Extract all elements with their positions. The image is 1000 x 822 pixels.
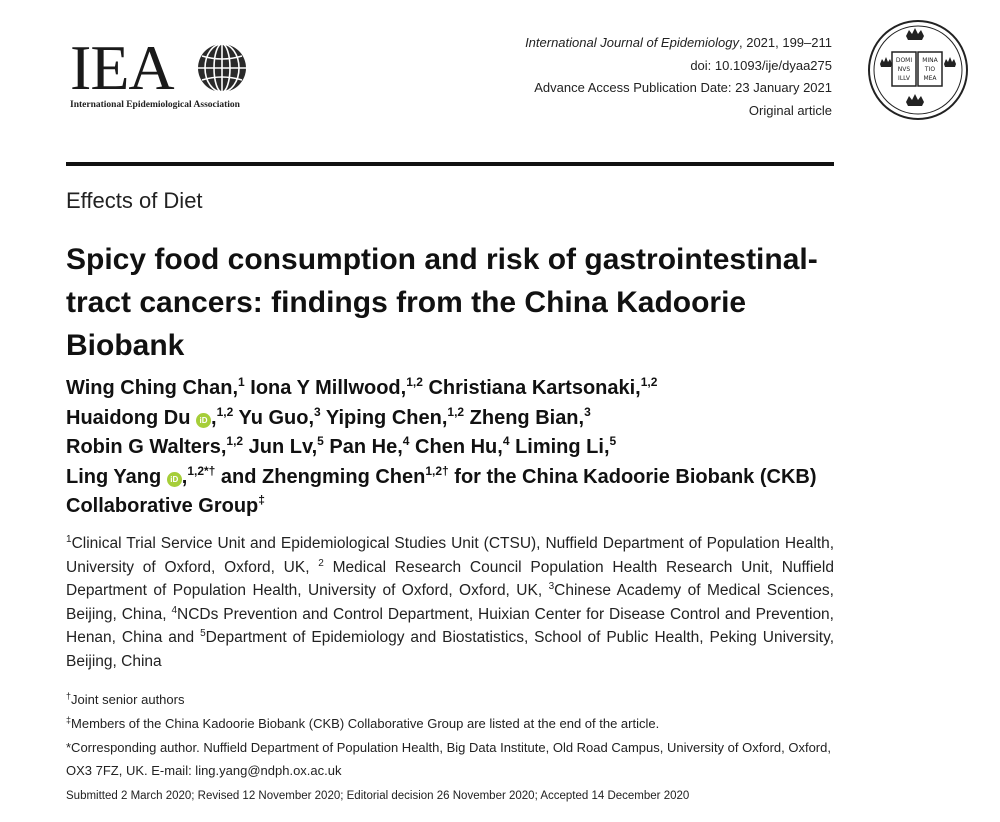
author[interactable]: Robin G Walters, [66, 436, 227, 458]
seal-text-left-1: DOMI [895, 57, 913, 64]
article-category: Effects of Diet [66, 188, 203, 213]
author-sup: 5 [317, 434, 324, 448]
journal-name: International Journal of Epidemiology [525, 35, 739, 50]
author[interactable]: Zheng Bian, [469, 406, 585, 429]
logo-letters: IEA [70, 32, 174, 103]
submission-dates: Submitted 2 March 2020; Revised 12 November 2020; Editorial decision 26 November 2020; Accepted 14 December 2020 [66, 790, 690, 802]
author[interactable]: Wing Ching Chan, [66, 377, 239, 399]
author[interactable]: Chen Hu, [415, 436, 503, 458]
seal-text-right-1: MINA [922, 57, 938, 64]
author[interactable]: Iona Y Millwood, [250, 377, 407, 399]
affil-sup: 2 [318, 557, 324, 569]
author-sup: 4 [502, 434, 510, 448]
author[interactable]: Pan He, [329, 436, 403, 458]
affil-sup: 5 [200, 628, 206, 639]
author[interactable]: Christiana Kartsonaki, [428, 377, 641, 399]
corresponding-author-note: *Corresponding author. Nuffield Department of Population Health, Big Data Institute, Old Road Campus, University of Oxford, Oxford, OX3 7FZ, UK. E-mail: ling.yang@ndph.ox.ac.uk [66, 740, 831, 778]
affiliation: Chinese Academy of Medical Sciences, Beijing, China, [66, 582, 834, 623]
globe-icon [196, 42, 248, 94]
author[interactable]: Liming Li, [515, 436, 610, 458]
author[interactable]: Yiping Chen, [325, 406, 448, 429]
author-sup: 1,2† [425, 463, 449, 478]
author-sup: 1,2 [406, 375, 423, 389]
affiliation: Medical Research Council Population Health Research Unit, Nuffield Department of Population Health, University of Oxford, Oxford, UK, [66, 558, 834, 599]
seal-text-left-2: NVS [897, 66, 911, 73]
affil-sup: 1 [66, 534, 72, 545]
joint-authors-note [66, 688, 834, 711]
affiliation: NCDs Prevention and Control Department, Huixian Center for Disease Control and Prevention, Henan, China and [66, 605, 834, 646]
author-sup: 1,2*† [187, 463, 216, 478]
author[interactable]: Jun Lv, [248, 436, 318, 458]
members-note [66, 712, 834, 735]
orcid-icon[interactable]: iD [167, 472, 182, 487]
note-text: Joint senior authors [71, 692, 185, 707]
affil-sup: 3 [548, 581, 555, 592]
article-type: Original article [748, 102, 832, 118]
affil-sup: 4 [171, 604, 178, 616]
author[interactable]: Huaidong Du [66, 406, 191, 429]
author-sup: 5 [609, 434, 617, 448]
collaborative-group: for the China Kadoorie Biobank (CKB) Collaborative Group [66, 465, 817, 517]
author[interactable]: and Zhengming Chen [220, 465, 426, 488]
journal-year-pages: , 2021, 199–211 [738, 35, 832, 50]
header-rule [66, 162, 834, 166]
seal-text-right-2: TIO [924, 66, 936, 73]
affiliations [66, 532, 834, 673]
author-sup: 1,2 [216, 404, 234, 419]
journal-info [525, 32, 832, 122]
affiliation: Department of Epidemiology and Biostatistics, School of Public Health, Peking University, Beijing, China [66, 629, 834, 670]
group-sup: ‡ [258, 493, 265, 507]
author[interactable]: Yu Guo, [238, 406, 315, 429]
affiliation: Clinical Trial Service Unit and Epidemiological Studies Unit (CTSU), Nuffield Department of Population Health, University of Oxford, Oxford, UK, [66, 535, 834, 576]
author-sup: 4 [402, 434, 410, 448]
author[interactable]: Ling Yang [66, 465, 162, 488]
advance-access-date: Advance Access Publication Date: 23 January 2021 [534, 80, 832, 95]
author-sup: 3 [584, 404, 591, 419]
note-text: Members of the China Kadoorie Biobank (CKB) Collaborative Group are listed at the end of the article. [71, 716, 660, 731]
journal-citation [525, 32, 832, 55]
article-title: Spicy food consumption and risk of gastrointestinal-tract cancers: findings from the China Kadoorie Biobank [66, 243, 818, 362]
orcid-icon[interactable]: iD [196, 413, 211, 428]
logo-org-name: International Epidemiological Association [70, 100, 240, 110]
author-sup: 1,2 [640, 375, 658, 389]
author-sup: 1,2 [447, 404, 465, 419]
iea-logo [70, 34, 260, 114]
note-mark: ‡ [66, 715, 72, 725]
author-sup: 1 [238, 375, 245, 389]
author-sup: 1,2 [226, 434, 244, 448]
journal-doi[interactable]: doi: 10.1093/ije/dyaa275 [690, 57, 832, 73]
author-sup: 3 [314, 404, 321, 419]
seal-text-right-3: MEA [923, 75, 937, 82]
seal-text-left-3: ILLV [898, 75, 910, 82]
author-list: Wing Ching Chan,$^1$ Iona Y Millwood,$^{1,2}$ Christiana Kartsonaki,$^{1,2}$ Huaidong Du iD ,$^{1,2}$ Yu Guo,$^3$ Yiping Chen,$^{1,2}$ Zheng Bian,$^3$ Robin G Walters,$^{1,2}$ Jun Lv,$^5$ Pan He,$^4$ Chen Hu,$^4$ Liming Li,$^5$ Ling Yang iD ,$^{1,2*\dagger}$ and Zhengming Chen$^{1,2\dagger}$ for the China Kadoorie Biobank (CKB) Collaborative Group‡ [66, 375, 817, 517]
oxford-seal-logo [866, 18, 970, 122]
note-mark: † [66, 691, 72, 701]
